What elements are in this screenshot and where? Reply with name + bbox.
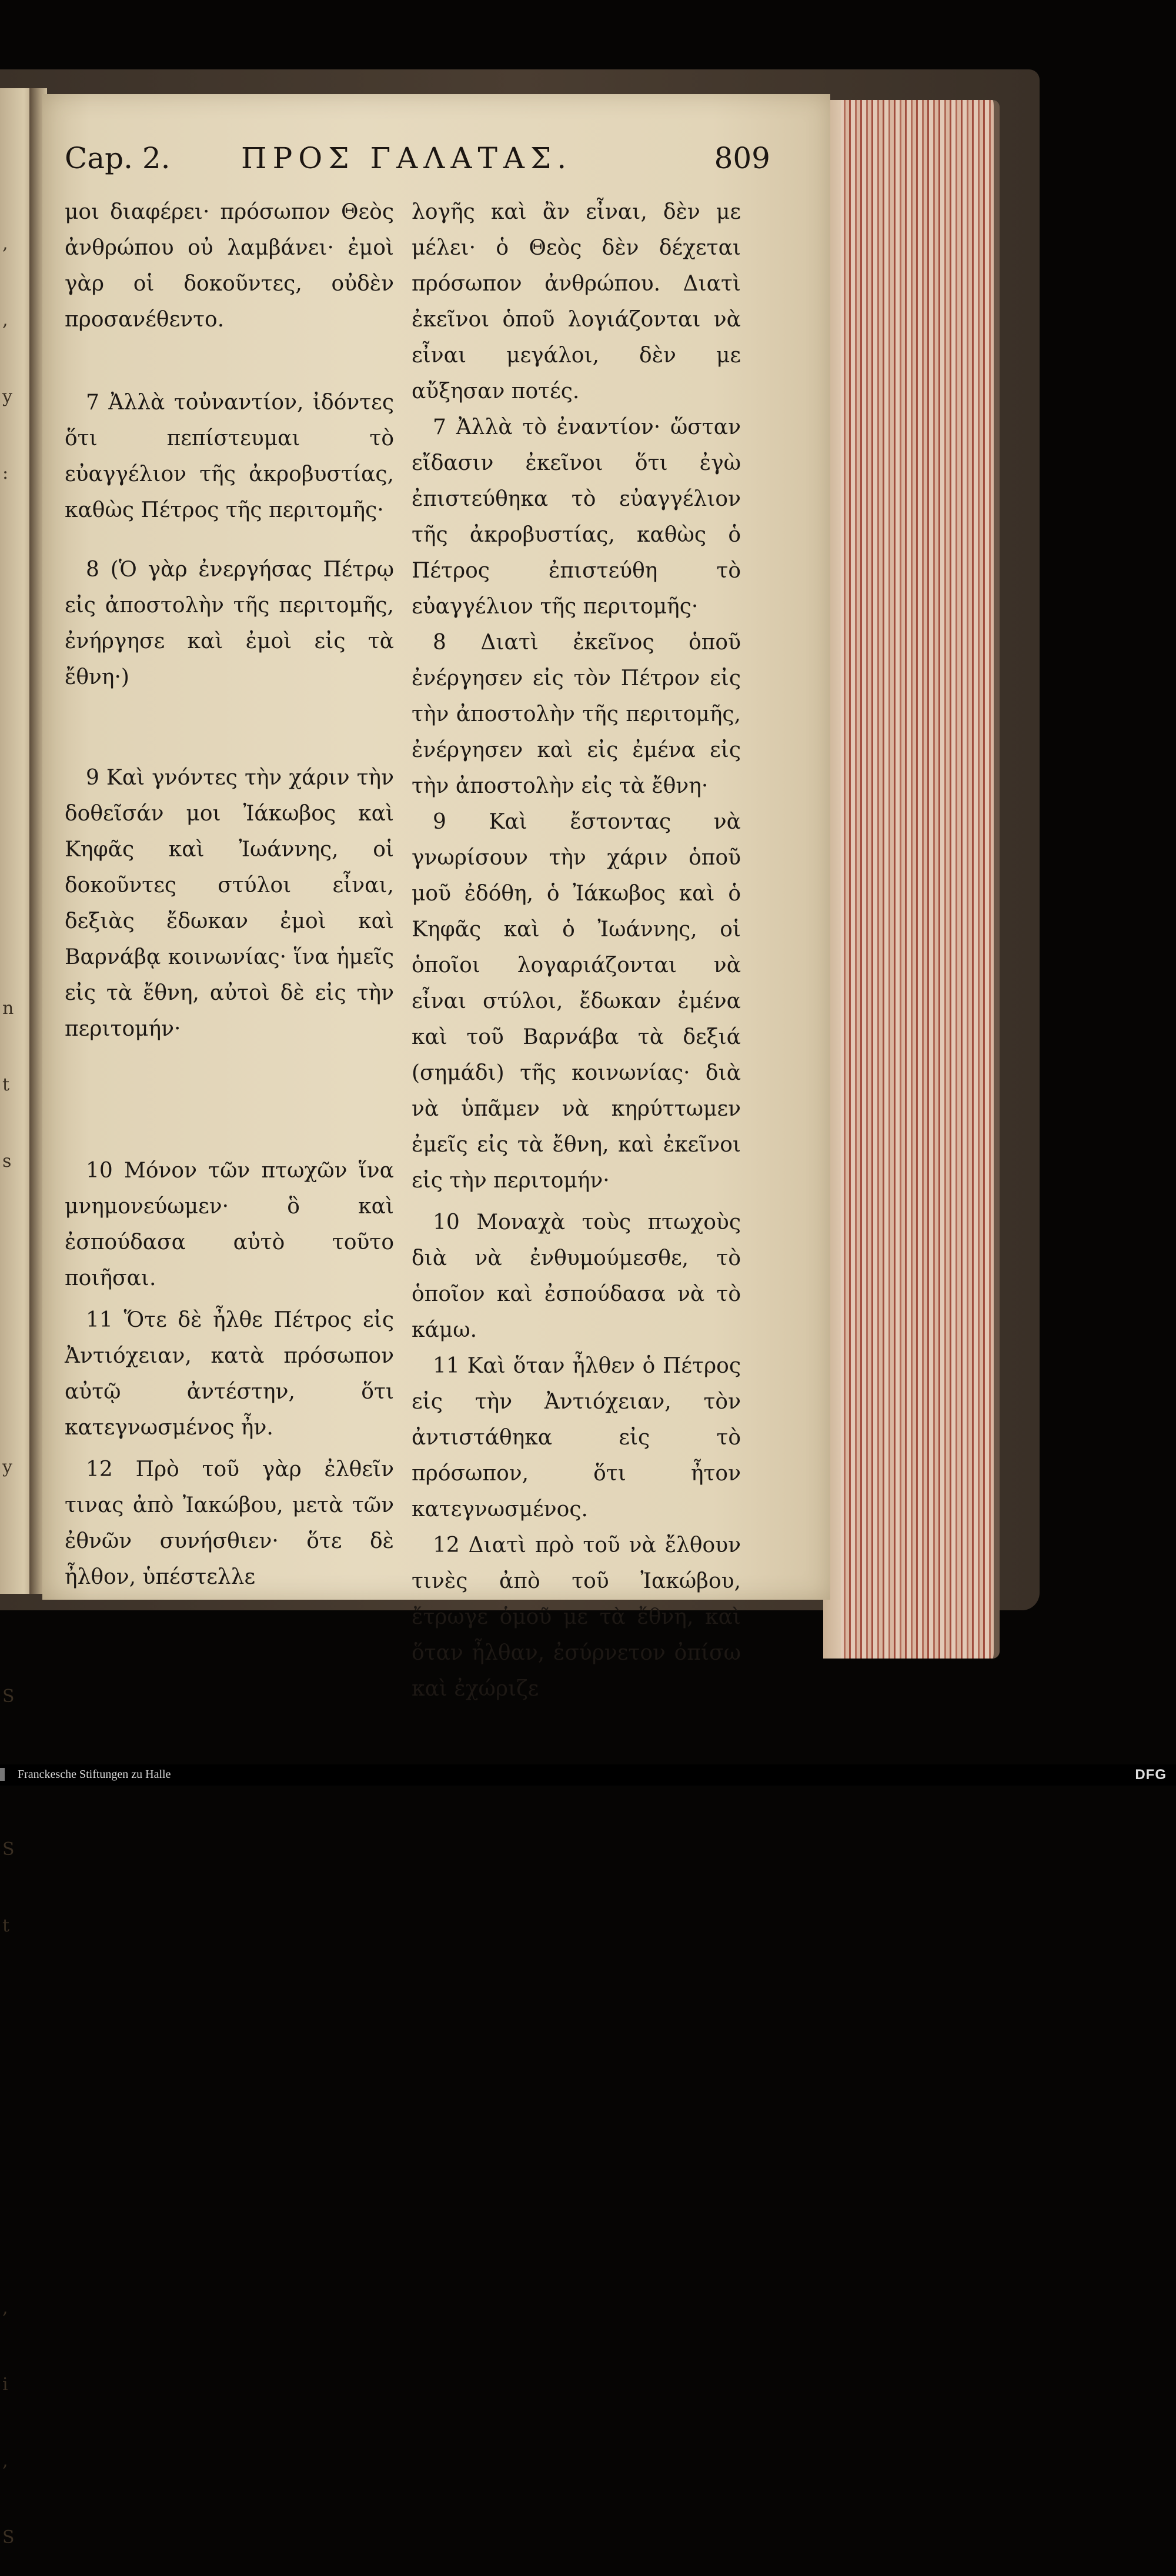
verse-number: 8 — [433, 630, 446, 655]
verse-text: Καὶ γνόντες τὴν χάριν τὴν δοθεῖσάν μοι Ἰάκωβος καὶ Κηφᾶς καὶ Ἰωάννης, οἱ δοκοῦντες στύλοι εἶναι, δεξιὰς ἔδωκαν ἐμοὶ καὶ Βαρνάβᾳ κοινωνίας· ἵνα ἡμεῖς εἰς τὰ ἔθνη, αὐτοὶ δὲ εἰς τὴν περιτομήν· — [65, 766, 394, 1041]
library-logo-icon — [0, 1768, 5, 1781]
verse-text: Διατὶ πρὸ τοῦ νὰ ἔλθουν τινὲς ἀπὸ τοῦ Ἰακώβου, ἔτρωγε ὁμοῦ με τὰ ἔθνη, καὶ ὅταν ἦλθαν, ἐσύρνετον ὀπίσω καὶ ἐχώριζε — [412, 1533, 741, 1701]
verse-number: 10 — [433, 1210, 460, 1234]
page-block-edge — [823, 100, 1000, 1659]
verse-number: 8 — [86, 558, 99, 582]
left-verse-8 — [65, 552, 394, 695]
verse-number: 9 — [86, 766, 99, 790]
page-number: 809 — [714, 141, 770, 175]
library-credit: Franckesche Stiftungen zu Halle — [18, 1768, 171, 1781]
verse-number: 9 — [433, 810, 446, 834]
verse-text: Πρὸ τοῦ γὰρ ἐλθεῖν τινας ἀπὸ Ἰακώβου, μετὰ τῶν ἐθνῶν συνήσθιεν· ὅτε δὲ ἦλθον, ὑπέστελλε — [65, 1457, 394, 1589]
verse-text: Ἀλλὰ τὸ ἐναντίον· ὥσταν εἴδασιν ἐκεῖνοι ὅτι ἐγὼ ἐπιστεύθηκα τὸ εὐαγγέλιον τῆς ἀκροβυστίας, καθὼς ὁ Πέτρος ἐπιστεύθη τὸ εὐαγγέλιον τῆς περιτομῆς· — [412, 415, 741, 619]
verse-number: 7 — [86, 391, 99, 415]
left-verse-12 — [65, 1451, 394, 1595]
right-verse-9 — [412, 804, 741, 1199]
chapter-label: Cap. 2. — [65, 141, 171, 175]
verse-number: 10 — [86, 1159, 113, 1183]
left-verse-9 — [65, 760, 394, 1047]
left-verse-7 — [65, 385, 394, 528]
left-intro-text: μοι διαφέρει· πρόσωπον Θεὸς ἀνθρώπου οὐ λαμβάνει· ἐμοὶ γὰρ οἱ δοκοῦντες, οὐδὲν προσανέθεντο. — [65, 200, 394, 332]
right-verse-7 — [412, 409, 741, 625]
verse-text: Μοναχὰ τοὺς πτωχοὺς διὰ νὰ ἐνθυμούμεσθε, τὸ ὁποῖον καὶ ἐσπούδασα νὰ τὸ κάμω. — [412, 1210, 741, 1342]
left-column-greek — [65, 194, 394, 1595]
running-head — [65, 141, 770, 182]
right-verse-11 — [412, 1348, 741, 1527]
verse-text: (Ὁ γὰρ ἐνεργήσας Πέτρῳ εἰς ἀποστολὴν τῆς περιτομῆς, ἐνήργησε καὶ ἐμοὶ εἰς τὰ ἔθνη·) — [65, 558, 394, 689]
verse-number: 11 — [86, 1308, 113, 1332]
left-verse-10 — [65, 1153, 394, 1296]
verse-text: Ἀλλὰ τοὐναντίον, ἰδόντες ὅτι πεπίστευμαι τὸ εὐαγγέλιον τῆς ἀκροβυστίας, καθὼς Πέτρος τῆς περιτομῆς· — [65, 391, 394, 522]
right-column-modern-greek — [412, 194, 741, 1707]
verse-number: 11 — [433, 1354, 460, 1378]
dfg-logo: DFG — [1135, 1767, 1167, 1783]
verse-text: Διατὶ ἐκεῖνος ὁποῦ ἐνέργησεν εἰς τὸν Πέτρον εἰς τὴν ἀποστολὴν τῆς περιτομῆς, ἐνέργησεν καὶ εἰς ἐμένα εἰς τὴν ἀποστολὴν εἰς τὰ ἔθνη· — [412, 630, 741, 798]
verse-text: Ὅτε δὲ ἦλθε Πέτρος εἰς Ἀντιόχειαν, κατὰ πρόσωπον αὐτῷ ἀντέστην, ὅτι κατεγνωσμένος ἦν. — [65, 1308, 394, 1440]
verse-text: Καὶ ἔστοντας νὰ γνωρίσουν τὴν χάριν ὁποῦ μοῦ ἐδόθη, ὁ Ἰάκωβος καὶ ὁ Κηφᾶς καὶ ὁ Ἰωάννης, οἱ ὁποῖοι λογαριάζονται νὰ εἶναι στύλοι, ἔδωκαν ἐμένα καὶ τοῦ Βαρνάβα τὰ δεξιά (σημάδι) τῆς κοινωνίας· διὰ νὰ ὑπᾶμεν νὰ κηρύττωμεν ἐμεῖς εἰς τὰ ἔθνη, καὶ ἐκεῖνοι εἰς τὴν περιτομήν· — [412, 810, 741, 1193]
footer-bar — [0, 1764, 1176, 1786]
right-intro-text: λογῆς καὶ ἂν εἶναι, δὲν με μέλει· ὁ Θεὸς δὲν δέχεται πρόσωπον ἀνθρώπου. Διατὶ ἐκεῖνοι ὁποῦ λογιάζονται νὰ εἶναι μεγάλοι, δὲν με αὔξησαν ποτές. — [412, 200, 741, 403]
page-title: ΠΡΟΣ ΓΑΛΑΤΑΣ. — [241, 141, 573, 175]
verse-text: Μόνον τῶν πτωχῶν ἵνα μνημονεύωμεν· ὃ καὶ ἐσπούδασα αὐτὸ τοῦτο ποιῆσαι. — [65, 1159, 394, 1290]
right-verse-10 — [412, 1204, 741, 1348]
verse-number: 7 — [433, 415, 446, 439]
verse-number: 12 — [433, 1533, 460, 1557]
verse-number: 12 — [86, 1457, 113, 1481]
left-verse-11 — [65, 1302, 394, 1446]
right-verse-12 — [412, 1527, 741, 1707]
previous-page-margin-text: , , y : n t s y S S t , i , S — [2, 233, 15, 2548]
right-verse-8 — [412, 625, 741, 804]
verse-text: Καὶ ὅταν ἦλθεν ὁ Πέτρος εἰς τὴν Ἀντιόχειαν, τὸν ἀντιστάθηκα εἰς τὸ πρόσωπον, ὅτι ἦτον κατεγνωσμένος. — [412, 1354, 741, 1521]
